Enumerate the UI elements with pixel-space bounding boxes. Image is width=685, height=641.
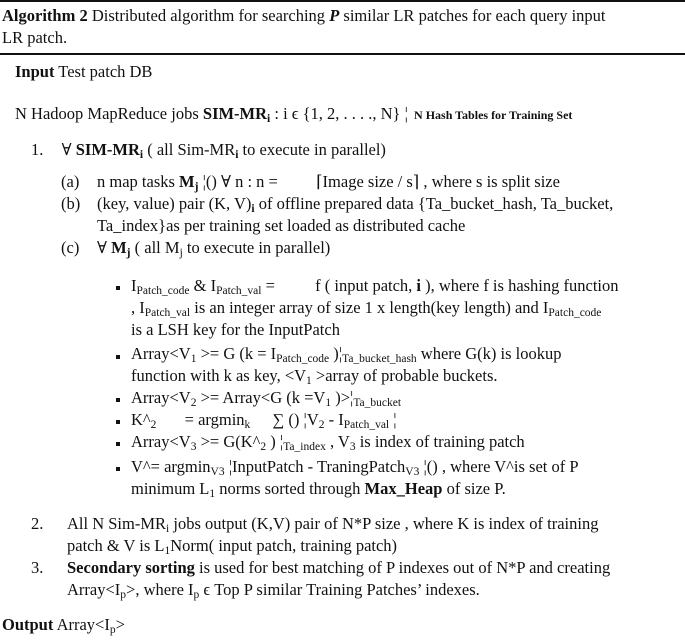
bullet-6-line-1: V^= argmin$_{V3}$ ¦InputPatch - TraningPatch$_{V3}$ ¦() , where V^is set of P	[131, 457, 579, 478]
step1-b-line-1: (key, value) pair (K, $V)_i$ of offline prepared data {Ta_bucket_hash, Ta_bucket,	[97, 194, 614, 215]
caption-line-1: Algorithm 2 Distributed algorithm for searching P similar LR patches for each query input	[2, 6, 606, 25]
step1-c-text: ∀ $M_j$ ( all $M_j$ to execute in parallel)	[97, 238, 331, 259]
step1-line: 1. ∀ SIM-$MR_i$ ( all Sim-$MR_i$ to execute in parallel)	[31, 140, 386, 161]
bullet-1-line-2: , $I_{Patch\_val}$ is an integer array of size 1 x length(key length) and $I_{Patch\_code}$	[131, 298, 602, 319]
hash-note: N Hash Tables for Training Set	[414, 108, 573, 122]
step1-c-mark: (c)	[61, 238, 80, 257]
caption-rule	[0, 53, 685, 55]
caption-label: Algorithm 2	[2, 6, 88, 25]
bullet-5	[116, 442, 120, 446]
bullet-1	[116, 286, 120, 290]
output-label: Output	[2, 615, 54, 634]
step2-line-2: patch & V is $L_1Norm$( input patch, training patch)	[67, 536, 398, 557]
caption-line-2: LR patch.	[2, 28, 68, 47]
jobs-line: N Hadoop MapReduce jobs SIM-$MR_i$ : i ϵ {1, 2, . . . ., N} ¦ N Hash Tables for Training Set	[15, 104, 573, 125]
step3-line-1: Secondary sorting is used for best matching of P indexes out of N*P and creating	[67, 558, 611, 577]
step3-num: 3.	[31, 558, 44, 577]
step1-a-text: n map tasks $M_j$ ¦() ∀ n : n = ⌈Image size / s⌉ , where s is split size	[97, 172, 560, 193]
step1-a-mark: (a)	[61, 172, 80, 191]
input-label: Input	[15, 62, 55, 81]
bullet-1-line-3: is a LSH key for the InputPatch	[131, 320, 340, 339]
output-line: Output $Array<I_p>$	[2, 615, 125, 636]
bullet-5-line: $Array<V_3$ >= $G(K\^{}_2$ ) $¦_{Ta\_index}$ , $V_3$ is index of training patch	[131, 432, 525, 453]
bullet-2	[116, 355, 120, 359]
bullet-2-line-1: $Array<V_1 >= G$ ($k = I_{Patch\_code}$ )$¦_{Ta\_bucket\_hash}$ where G(k) is lookup	[131, 344, 562, 365]
bullet-4	[116, 420, 120, 424]
top-rule	[0, 0, 685, 2]
step1-b-mark: (b)	[61, 194, 81, 213]
step2-line-1: All N Sim-$MR_i$ jobs output (K,V) pair of N*P size , where K is index of training	[67, 514, 599, 535]
bullet-3	[116, 398, 120, 402]
input-line: Input Test patch DB	[15, 62, 153, 81]
step1-b-line-2: Ta_index}as per training set loaded as distributed cache	[97, 216, 466, 235]
bullet-2-line-2: function with k as key, $<V_1$ >array of probable buckets.	[131, 366, 498, 387]
bullet-4-line: $K\^{}_2 = argmin_k$ ∑ () $¦V_2 - I_{Patch\_val}$ ¦	[131, 410, 397, 431]
bullet-6	[116, 467, 120, 471]
bullet-6-line-2: minimum $L_1$ norms sorted through Max_Heap of size P.	[131, 479, 506, 500]
bullet-1-line-1: $I_{Patch\_code}$ & $I_{Patch\_val} = f$ ( input patch, i ), where f is hashing function	[131, 276, 619, 297]
bullet-3-line: $Array<V_2$ >= Array<G ($k =V_1$ )$>¦_{Ta\_bucket}$	[131, 388, 402, 409]
step2-num: 2.	[31, 514, 44, 533]
step3-line-2: $Array<I_p>$, where $I_p$ ϵ Top P similar Training Patches’ indexes.	[67, 580, 480, 601]
